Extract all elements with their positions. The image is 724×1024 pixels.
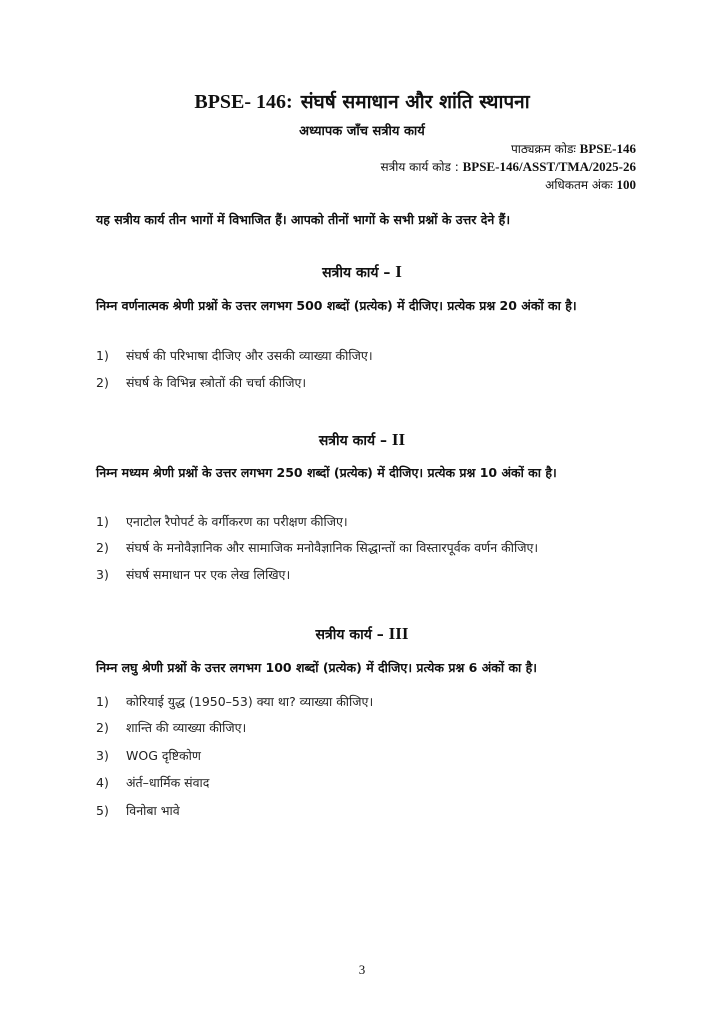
- question-item: [96, 566, 644, 583]
- question-item: [96, 513, 644, 530]
- question-text: एनाटोल रैपोपर्ट के वर्गीकरण का परीक्षण कीजिए।: [126, 514, 348, 529]
- question-number: 2): [96, 540, 109, 555]
- question-item: [96, 719, 644, 736]
- section-instruction-3: निम्न लघु श्रेणी प्रश्नों के उत्तर लगभग 100 शब्दों (प्रत्येक) में दीजिए। प्रत्येक प्रश्न 6 अंकों का है।: [96, 660, 538, 675]
- question-number: 3): [96, 748, 109, 763]
- question-item: [96, 347, 644, 364]
- intro-instruction: यह सत्रीय कार्य तीन भागों में विभाजित हैं। आपको तीनों भागों के सभी प्रश्नों के उत्तर देने हैं।: [96, 212, 511, 227]
- document-title: [0, 88, 724, 114]
- question-text: WOG दृष्टिकोण: [126, 748, 201, 763]
- question-text: संघर्ष के मनोवैज्ञानिक और सामाजिक मनोवैज्ञानिक सिद्धान्तों का विस्तारपूर्वक वर्णन कीजिए।: [126, 540, 539, 555]
- question-number: 4): [96, 775, 109, 790]
- section-heading-number: III: [388, 624, 409, 643]
- section-heading-1: [0, 262, 724, 282]
- question-item: [96, 802, 644, 819]
- course-code-line: [511, 140, 636, 157]
- question-number: 3): [96, 567, 109, 582]
- course-title: संघर्ष समाधान और शांति स्थापना: [300, 91, 530, 113]
- section-instruction-1: निम्न वर्णनात्मक श्रेणी प्रश्नों के उत्तर लगभग 500 शब्दों (प्रत्येक) में दीजिए। प्रत्येक प्रश्न 20 अंकों का है।: [96, 298, 577, 313]
- course-code: BPSE- 146:: [194, 91, 293, 113]
- assignment-code-label: सत्रीय कार्य कोड :: [380, 160, 459, 174]
- section-heading-label: सत्रीय कार्य –: [315, 627, 384, 643]
- question-text: शान्ति की व्याख्या कीजिए।: [126, 720, 247, 735]
- question-item: [96, 539, 644, 556]
- course-code-label: पाठ्यक्रम कोडः: [510, 142, 576, 156]
- question-item: [96, 774, 644, 791]
- question-item: [96, 693, 644, 710]
- question-text: अंर्त–धार्मिक संवाद: [126, 775, 210, 790]
- section-instruction-2: निम्न मध्यम श्रेणी प्रश्नों के उत्तर लगभग 250 शब्दों (प्रत्येक) में दीजिए। प्रत्येक प्रश्न 10 अंकों का है।: [96, 465, 557, 480]
- section-heading-label: सत्रीय कार्य –: [322, 265, 391, 281]
- question-text: कोरियाई युद्ध (1950–53) क्या था? व्याख्या कीजिए।: [126, 694, 374, 709]
- question-item: [96, 374, 644, 391]
- max-marks-line: [545, 176, 636, 193]
- question-item: [96, 747, 644, 764]
- question-text: विनोबा भावे: [126, 803, 180, 818]
- assignment-code-line: [380, 158, 636, 175]
- course-code-value: BPSE-146: [579, 141, 636, 156]
- document-subtitle: अध्यापक जाँच सत्रीय कार्य: [299, 124, 425, 139]
- question-number: 1): [96, 348, 109, 363]
- max-marks-label: अधिकतम अंकः: [545, 178, 613, 192]
- assignment-code-value: BPSE-146/ASST/TMA/2025-26: [462, 159, 636, 174]
- section-heading-number: II: [391, 430, 406, 449]
- question-number: 2): [96, 375, 109, 390]
- page-number: 3: [358, 962, 366, 977]
- question-number: 1): [96, 514, 109, 529]
- max-marks-value: 100: [616, 177, 636, 192]
- question-number: 2): [96, 720, 109, 735]
- section-heading-label: सत्रीय कार्य –: [318, 433, 388, 449]
- question-number: 1): [96, 694, 109, 709]
- section-heading-number: I: [395, 262, 402, 281]
- question-number: 5): [96, 803, 109, 818]
- section-heading-3: [0, 624, 724, 644]
- section-heading-2: [0, 430, 724, 450]
- question-text: संघर्ष की परिभाषा दीजिए और उसकी व्याख्या कीजिए।: [126, 348, 373, 363]
- question-text: संघर्ष के विभिन्न स्त्रोतों की चर्चा कीजिए।: [126, 375, 307, 390]
- question-text: संघर्ष समाधान पर एक लेख लिखिए।: [126, 567, 291, 582]
